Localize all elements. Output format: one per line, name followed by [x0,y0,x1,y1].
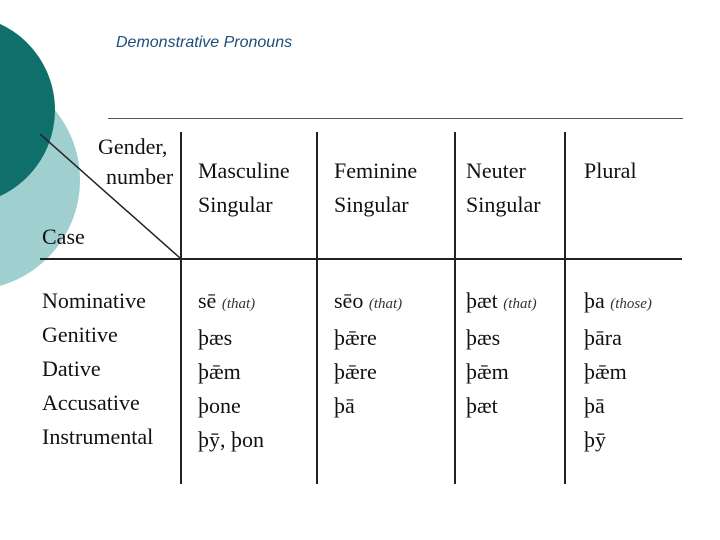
form-cell: þāra [584,325,622,350]
slide-title: Demonstrative Pronouns [116,34,293,51]
form-cell: þȳ [584,427,606,452]
gloss: (that) [503,296,537,312]
form-cell: sē (that) [198,288,256,313]
form-cell: þæs [198,325,233,350]
case-nominative: Nominative [42,288,146,313]
header-feminine: Feminine Singular [334,158,418,217]
header-masculine: Masculine Singular [198,158,290,217]
title-rule [108,118,683,119]
case-genitive: Genitive [42,322,118,347]
form-cell: þǣm [198,359,241,384]
header-neuter: Neuter Singular [466,158,541,217]
gloss: (that) [368,296,403,312]
case-labels [42,284,153,454]
case-instrumental: Instrumental [42,424,154,449]
form-cell: sēo (that) [334,288,403,313]
gloss: (those) [610,296,652,312]
form-cell: þā [334,393,355,418]
header-plural: Plural [584,158,637,183]
form-cell: þæt [466,393,498,418]
column-feminine [334,284,402,423]
form-cell: þǣre [334,325,377,350]
column-masculine [198,284,264,457]
col-divider-2 [316,132,318,484]
col-divider-3 [454,132,456,484]
gloss: (that) [221,296,256,312]
case-dative: Dative [42,356,101,381]
pronoun-table [36,124,686,484]
form-cell: þǣm [584,359,627,384]
case-accusative: Accusative [42,390,140,415]
corner-gender-label: Gender, number [98,134,174,189]
form-cell: þa (those) [584,288,652,313]
column-plural [584,284,652,457]
col-divider-4 [564,132,566,484]
form-cell: þone [198,393,241,418]
form-cell: þæt (that) [466,288,537,313]
form-cell: þǣre [334,359,377,384]
form-cell: þā [584,393,605,418]
form-cell: þǣm [466,359,509,384]
column-neuter [466,284,537,423]
form-cell: þȳ, þon [198,427,264,452]
form-cell: þæs [466,325,501,350]
corner-case-label: Case [42,224,85,249]
